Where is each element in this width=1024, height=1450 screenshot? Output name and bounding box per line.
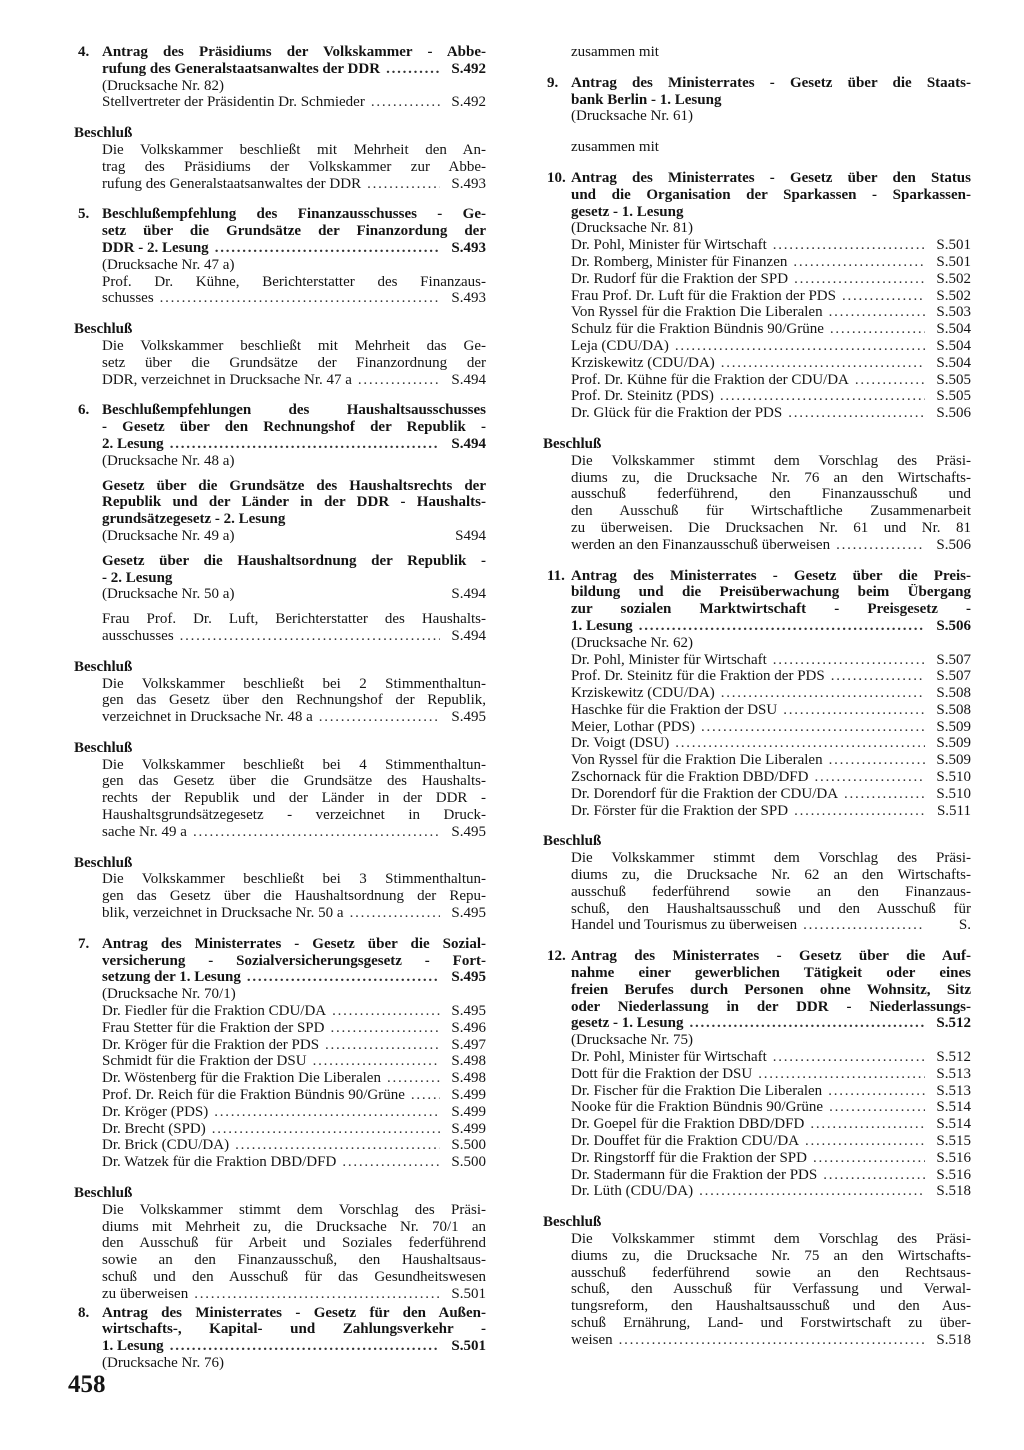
resolution: Beschluß Die Volkskammer stimmt dem Vorschlag des Präsi- diums zu, die Drucksache Nr. 75 an den Wirtschafts- ausschuß federführend sowie an den Rechtsaus- schuß, den Ausschuß für Verfassung und Verwal- tungsreform, den Haushaltsausschuß und den Aus- schuß Ernährung, Land- und Forstwirtschaft zu über- weisen . . . S.518 bbox=[543, 1214, 971, 1348]
speaker-name: Nooke für die Fraktion Bündnis 90/Grüne bbox=[571, 1099, 824, 1116]
item-number: 8. bbox=[78, 1304, 90, 1321]
resolution-heading: Beschluß bbox=[543, 833, 602, 850]
agenda-item-6: 6. Beschlußempfehlungen des Haushaltsausschusses - Gesetz über den Rechnungshof der Republik - 2. Lesung . . . S.494 (Drucksache Nr. 48 a) Gesetz über die Grundsätze des Haushaltsrechts der Republik und der Länder in der DDR - Haushalts- grundsätzegesetz - 2. Lesung (Drucksache Nr. 49 a) S494 Gesetz über die Haushaltsordnung der Republik - - 2. Lesung (Drucksache Nr. 50 a) S.494 Frau Prof. Dr. Luft, Berichterstatter des Haushalts- ausschusses . . . S.494 bbox=[74, 402, 486, 644]
speaker-line bbox=[571, 1066, 971, 1083]
resolution: Beschluß Die Volkskammer beschließt bei 2 Stimmenthaltun- gen das Gesetz über den Rechnungshof der Republik, verzeichnet in Drucksache Nr. 48 a . . . S.495 bbox=[74, 659, 486, 726]
speaker-line bbox=[571, 288, 971, 305]
page-ref: S.510 bbox=[936, 785, 971, 802]
page-ref: S.500 bbox=[451, 1154, 486, 1171]
page-ref: S.498 bbox=[451, 1070, 486, 1087]
page-ref: S.504 bbox=[936, 337, 971, 354]
page-number: 458 bbox=[68, 1371, 106, 1398]
resolution: Beschluß Die Volkskammer stimmt dem Vorschlag des Präsi- diums mit Mehrheit zu, die Drucksache Nr. 70/1 an den Ausschuß für Arbeit und Soziales federführend sowie an den Finanzausschuß, den Haushaltsaus- schuß und den Ausschuß für das Gesundheitswesen zu überweisen . . . S.501 bbox=[74, 1185, 486, 1303]
speaker-line bbox=[571, 388, 971, 405]
speaker-line: Frau Prof. Dr. Luft, Berichterstatter des Haushalts- bbox=[102, 611, 486, 628]
page-ref: S.502 bbox=[936, 287, 971, 304]
drucksache-ref: (Drucksache Nr. 48 a) bbox=[102, 452, 235, 469]
speaker-name: Von Ryssel für die Fraktion Die Liberalen bbox=[571, 304, 823, 321]
speaker-name: Dott für die Fraktion der DSU bbox=[571, 1065, 753, 1082]
page-ref: S.492 bbox=[451, 94, 486, 111]
left-column bbox=[74, 44, 486, 1372]
speaker-name: Dr. Fiedler für die Fraktion CDU/DA bbox=[102, 1003, 327, 1020]
speaker-list bbox=[571, 1049, 971, 1200]
resolution-heading: Beschluß bbox=[74, 854, 133, 871]
page-ref: S.510 bbox=[936, 769, 971, 786]
resolution: Beschluß Die Volkskammer stimmt dem Vorschlag des Präsi- diums zu, die Drucksache Nr. 76 an den Wirtschafts- ausschuß federführend, den Finanzausschuß und den Ausschuß für Wirtschaftliche Zusammenarbeit zu überweisen. Die Drucksachen Nr. 61 und Nr. 81 werden an den Finanzausschuß überweisen . . . S.506 bbox=[543, 436, 971, 554]
resolution: Beschluß Die Volkskammer beschließt bei 4 Stimmenthaltun- gen das Gesetz über die Grundsätze des Haushalts- rechts der Republik und der Länder in der DDR - Haushaltsgrundsätzegesetz - verzeichnet in Druck- sache Nr. 49 a . . . S.495 bbox=[74, 740, 486, 841]
speaker-line bbox=[102, 1121, 486, 1138]
speaker-name: Dr. Dorendorf für die Fraktion der CDU/DA bbox=[571, 785, 839, 802]
speaker-name: Dr. Wöstenberg für die Fraktion Die Liberalen bbox=[102, 1070, 381, 1087]
page-ref: S.499 bbox=[451, 1087, 486, 1104]
page-ref: S.513 bbox=[936, 1065, 971, 1082]
page-ref: S.500 bbox=[451, 1137, 486, 1154]
page-ref: S.516 bbox=[936, 1149, 971, 1166]
resolution-heading: Beschluß bbox=[74, 658, 133, 675]
agenda-item-10: 10. Antrag des Ministerrates - Gesetz über den Status und die Organisation der Sparkassen - Sparkassen- gesetz - 1. Lesung (Drucksache Nr. 81) Dr. Pohl, Minister für Wirtschaft . . . S.501 Dr. Romberg, Minister für Finanzen . . . S.501 Dr. Rudorf für die Fraktion der SPD . . . S.502 Frau Prof. Dr. Luft für die Fraktion der PDS . . . S.502 Von Ryssel für die Fraktion Die Liberalen . . . S.503 Schulz für die Fraktion Bündnis 90/Grüne . . . S.504 Leja (CDU/DA) . . . S.504 Krziskewitz (CDU/DA) . . . S.504 Prof. Dr. Kühne für die Fraktion der CDU/DA . . . S.505 Prof. Dr. Steinitz (PDS) . . . S.505 Dr. Glück für die Fraktion der PDS . . . S.506 bbox=[543, 170, 971, 422]
speaker-line bbox=[571, 1099, 971, 1116]
speaker-name: Dr. Watzek für die Fraktion DBD/DFD bbox=[102, 1154, 337, 1171]
page-ref: S.501 bbox=[451, 1338, 486, 1355]
speaker-line bbox=[571, 405, 971, 422]
page-ref: S.506 bbox=[936, 405, 971, 422]
speaker-line bbox=[571, 1167, 971, 1184]
speaker-line bbox=[571, 735, 971, 752]
speaker-name: Dr. Fischer für die Fraktion Die Liberalen bbox=[571, 1082, 823, 1099]
speaker-name: Dr. Stadermann für die Fraktion der PDS bbox=[571, 1166, 818, 1183]
speaker-list bbox=[102, 1003, 486, 1171]
speaker-name: Dr. Brecht (SPD) bbox=[102, 1120, 206, 1137]
drucksache-ref: (Drucksache Nr. 49 a) bbox=[102, 527, 235, 544]
page-ref: S.508 bbox=[936, 685, 971, 702]
page-ref: S.498 bbox=[451, 1053, 486, 1070]
drucksache-ref: (Drucksache Nr. 81) bbox=[571, 220, 694, 237]
speaker-name: Dr. Förster für die Fraktion der SPD bbox=[571, 802, 789, 819]
speaker-line bbox=[571, 786, 971, 803]
page-ref: S.495 bbox=[451, 709, 486, 726]
page-ref: S.514 bbox=[936, 1099, 971, 1116]
resolution-heading: Beschluß bbox=[74, 739, 133, 756]
speaker-line bbox=[102, 1070, 486, 1087]
page-ref: S.514 bbox=[936, 1116, 971, 1133]
resolution-heading: Beschluß bbox=[543, 1214, 602, 1231]
speaker-line bbox=[571, 338, 971, 355]
page-ref: S.493 bbox=[451, 290, 486, 307]
speaker-line bbox=[571, 685, 971, 702]
page-ref: S.494 bbox=[451, 371, 486, 388]
agenda-item-8: 8. Antrag des Ministerrates - Gesetz für den Außen- wirtschafts-, Kapital- und Zahlungsverkehr - 1. Lesung . . . S.501 (Drucksache Nr. 76) bbox=[74, 1305, 486, 1372]
page-ref: S.503 bbox=[936, 304, 971, 321]
drucksache-ref: (Drucksache Nr. 61) bbox=[571, 108, 694, 125]
speaker-line bbox=[571, 1049, 971, 1066]
page-ref: S.499 bbox=[451, 1103, 486, 1120]
speaker-line bbox=[102, 1137, 486, 1154]
speaker-name: Schmidt für die Fraktion der DSU bbox=[102, 1053, 307, 1070]
item-number: 6. bbox=[78, 402, 90, 419]
speaker-line bbox=[571, 254, 971, 271]
speaker-line bbox=[571, 321, 971, 338]
item-number: 9. bbox=[547, 74, 559, 91]
page-ref: S.502 bbox=[936, 270, 971, 287]
speaker-name: Dr. Voigt (DSU) bbox=[571, 735, 670, 752]
speaker-name: Dr. Pohl, Minister für Wirtschaft bbox=[571, 237, 767, 254]
speaker-line bbox=[571, 702, 971, 719]
speaker-line bbox=[102, 1053, 486, 1070]
speaker-name: Dr. Douffet für die Fraktion CDU/DA bbox=[571, 1133, 800, 1150]
speaker-name: Dr. Lüth (CDU/DA) bbox=[571, 1183, 694, 1200]
page-ref: S.507 bbox=[936, 651, 971, 668]
speaker-line: Prof. Dr. Kühne, Berichterstatter des Finanzaus- bbox=[102, 273, 486, 290]
speaker-name: Frau Stetter für die Fraktion der SPD bbox=[102, 1019, 325, 1036]
resolution: Beschluß Die Volkskammer stimmt dem Vorschlag des Präsi- diums zu, die Drucksache Nr. 62 an den Wirtschafts- ausschuß federführend sowie an den Finanzaus- schuß, den Haushaltsausschuß und den Ausschuß für Handel und Tourismus zu überweisen . . . S. bbox=[543, 833, 971, 934]
page-ref: S.504 bbox=[936, 354, 971, 371]
speaker-name: Prof. Dr. Steinitz (PDS) bbox=[571, 388, 714, 405]
page-ref: S.506 bbox=[936, 617, 971, 634]
resolution: Beschluß Die Volkskammer beschließt mit Mehrheit das Ge- setz über die Grundsätze der Finanzordnung der DDR, verzeichnet in Drucksache Nr. 47 a . . . S.494 bbox=[74, 321, 486, 388]
drucksache-ref: (Drucksache Nr. 70/1) bbox=[102, 986, 236, 1003]
page-ref: S. bbox=[958, 917, 971, 934]
speaker-name: Zschornack für die Fraktion DBD/DFD bbox=[571, 769, 809, 786]
page-ref: S.506 bbox=[936, 536, 971, 553]
page-ref: S.509 bbox=[936, 752, 971, 769]
item-title-line: rufung des Generalstaatsanwaltes der DDR . . . S.492 bbox=[102, 61, 486, 78]
speaker-name: Prof. Dr. Steinitz für die Fraktion der PDS bbox=[571, 668, 825, 685]
speaker-name: Krziskewitz (CDU/DA) bbox=[571, 354, 715, 371]
page-ref: S.505 bbox=[936, 371, 971, 388]
speaker-name: Dr. Glück für die Fraktion der PDS bbox=[571, 405, 783, 422]
speaker-name: Krziskewitz (CDU/DA) bbox=[571, 685, 715, 702]
speaker-line bbox=[571, 271, 971, 288]
page-ref: S.494 bbox=[451, 627, 486, 644]
page-ref: S.504 bbox=[936, 321, 971, 338]
page-ref: S.508 bbox=[936, 701, 971, 718]
right-column bbox=[543, 44, 971, 1349]
item-number: 10. bbox=[547, 169, 566, 186]
resolution: Beschluß Die Volkskammer beschließt mit Mehrheit den An- trag des Präsidiums der Volkskammer zur Abbe- rufung des Generalstaatsanwaltes der DDR . . . S.493 bbox=[74, 125, 486, 192]
speaker-line bbox=[571, 355, 971, 372]
page-ref: S.509 bbox=[936, 735, 971, 752]
page-ref: S.501 bbox=[451, 1285, 486, 1302]
page-ref: S.495 bbox=[451, 905, 486, 922]
drucksache-ref: (Drucksache Nr. 62) bbox=[571, 634, 694, 651]
item-number: 4. bbox=[78, 44, 90, 60]
page-ref: S.493 bbox=[451, 175, 486, 192]
item-number: 11. bbox=[547, 567, 565, 584]
item-title-line: Antrag des Präsidiums der Volkskammer - Abbe- bbox=[102, 44, 486, 60]
resolution-heading: Beschluß bbox=[74, 125, 133, 142]
connector-text: zusammen mit bbox=[571, 139, 659, 156]
speaker-name: Dr. Pohl, Minister für Wirtschaft bbox=[571, 651, 767, 668]
speaker-name: Dr. Kröger für die Fraktion der PDS bbox=[102, 1036, 320, 1053]
page-ref: S.516 bbox=[936, 1166, 971, 1183]
speaker-line bbox=[102, 1003, 486, 1020]
connector-text: zusammen mit bbox=[571, 44, 659, 60]
page-ref: S.493 bbox=[451, 239, 486, 256]
resolution-heading: Beschluß bbox=[74, 321, 133, 338]
speaker-line bbox=[571, 1150, 971, 1167]
speaker-line bbox=[102, 1154, 486, 1171]
speaker-name: Leja (CDU/DA) bbox=[571, 337, 669, 354]
page-ref: S.511 bbox=[936, 802, 971, 819]
speaker-list bbox=[571, 652, 971, 820]
speaker-name: Frau Prof. Dr. Luft für die Fraktion der PDS bbox=[571, 287, 836, 304]
speaker-name: Schulz für die Fraktion Bündnis 90/Grüne bbox=[571, 321, 824, 338]
drucksache-ref: (Drucksache Nr. 82) bbox=[102, 77, 225, 94]
speaker-line bbox=[571, 1133, 971, 1150]
page-ref: S.513 bbox=[936, 1082, 971, 1099]
speaker-line bbox=[571, 668, 971, 685]
page-ref: S.496 bbox=[451, 1019, 486, 1036]
speaker-line bbox=[571, 719, 971, 736]
speaker-line bbox=[102, 1104, 486, 1121]
page-ref: S.495 bbox=[451, 1003, 486, 1020]
page-ref: S.501 bbox=[936, 253, 971, 270]
page-ref: S.495 bbox=[451, 969, 486, 986]
agenda-item-4 bbox=[74, 44, 486, 111]
drucksache-ref: (Drucksache Nr. 47 a) bbox=[102, 256, 235, 273]
item-number: 12. bbox=[547, 948, 566, 965]
speaker-line bbox=[571, 237, 971, 254]
agenda-item-7: 7. Antrag des Ministerrates - Gesetz über die Sozial- versicherung - Sozialversicherungsgesetz - Fort- setzung der 1. Lesung . . . S.495 (Drucksache Nr. 70/1) Dr. Fiedler für die Fraktion CDU/DA . . . S.495 Frau Stetter für die Fraktion der SPD . . . S.496 Dr. Kröger für die Fraktion der PDS . . . S.497 Schmidt für die Fraktion der DSU . . . S.498 Dr. Wöstenberg für die Fraktion Die Liberalen . . . S.498 Prof. Dr. Reich für die Fraktion Bündnis 90/Grüne . . . S.499 Dr. Kröger (PDS) . . . S.499 Dr. Brecht (SPD) . . . S.499 Dr. Brick (CDU/DA) . . . S.500 Dr. Watzek für die Fraktion DBD/DFD . . . S.500 bbox=[74, 936, 486, 1171]
resolution-heading: Beschluß bbox=[543, 435, 602, 452]
drucksache-ref: (Drucksache Nr. 50 a) bbox=[102, 586, 235, 603]
item-number: 5. bbox=[78, 206, 90, 223]
agenda-item-9: 9. Antrag des Ministerrates - Gesetz über die Staats- bank Berlin - 1. Lesung (Drucksache Nr. 61) bbox=[547, 74, 971, 125]
page-ref: S.512 bbox=[936, 1015, 971, 1032]
speaker-name: Dr. Kröger (PDS) bbox=[102, 1103, 209, 1120]
speaker-line: Stellvertreter der Präsidentin Dr. Schmieder . . . S.492 bbox=[102, 94, 486, 111]
speaker-line bbox=[571, 752, 971, 769]
agenda-item-12: 12. Antrag des Ministerrates - Gesetz über die Auf- nahme einer gewerblichen Tätigkeit oder eines freien Berufes durch Personen ohne Wohnsitz, Sitz oder Niederlassung in der DDR - Niederlassungs- gesetz - 1. Lesung . . . S.512 (Drucksache Nr. 75) Dr. Pohl, Minister für Wirtschaft . . . S.512 Dott für die Fraktion der DSU . . . S.513 Dr. Fischer für die Fraktion Die Liberalen . . . S.513 Nooke für die Fraktion Bündnis 90/Grüne . . . S.514 Dr. Goepel für die Fraktion DBD/DFD . . . S.514 Dr. Douffet für die Fraktion CDU/DA . . . S.515 Dr. Ringstorff für die Fraktion der SPD . . . S.516 Dr. Stadermann für die Fraktion der PDS . . . S.516 Dr. Lüth (CDU/DA) . . . S.518 bbox=[543, 948, 971, 1200]
speaker-name: Dr. Ringstorff für die Fraktion der SPD bbox=[571, 1149, 807, 1166]
page-ref: S.492 bbox=[451, 60, 486, 77]
agenda-item-5: 5. Beschlußempfehlung des Finanzausschusses - Ge- setz über die Grundsätze der Finanzordung der DDR - 2. Lesung . . . S.493 (Drucksache Nr. 47 a) Prof. Dr. Kühne, Berichterstatter des Finanzaus- schusses . . . S.493 bbox=[74, 206, 486, 307]
page-ref: S.512 bbox=[936, 1049, 971, 1066]
speaker-name: Von Ryssel für die Fraktion Die Liberalen bbox=[571, 752, 823, 769]
speaker-line bbox=[571, 304, 971, 321]
page-ref: S.515 bbox=[936, 1133, 971, 1150]
page-ref: S.495 bbox=[451, 823, 486, 840]
page-ref: S.494 bbox=[451, 586, 486, 603]
drucksache-ref: (Drucksache Nr. 76) bbox=[102, 1354, 225, 1371]
resolution: Beschluß Die Volkskammer beschließt bei 3 Stimmenthaltun- gen das Gesetz über die Haushaltsordnung der Repu- blik, verzeichnet in Drucksache Nr. 50 a . . . S.495 bbox=[74, 855, 486, 922]
speaker-list bbox=[571, 237, 971, 422]
page-ref: S.497 bbox=[451, 1036, 486, 1053]
speaker-line bbox=[571, 1183, 971, 1200]
speaker-name: Dr. Rudorf für die Fraktion der SPD bbox=[571, 270, 789, 287]
speaker-name: Haschke für die Fraktion der DSU bbox=[571, 701, 778, 718]
speaker-line bbox=[102, 1020, 486, 1037]
page-ref: S.518 bbox=[936, 1331, 971, 1348]
speaker-name: Prof. Dr. Kühne für die Fraktion der CDU/DA bbox=[571, 371, 849, 388]
speaker-line bbox=[571, 769, 971, 786]
speaker-line bbox=[571, 1116, 971, 1133]
agenda-item-11: 11. Antrag des Ministerrates - Gesetz über die Preis- bildung und die Preisüberwachung beim Übergang zur sozialen Marktwirtschaft - Preisgesetz - 1. Lesung . . . S.506 (Drucksache Nr. 62) Dr. Pohl, Minister für Wirtschaft . . . S.507 Prof. Dr. Steinitz für die Fraktion der PDS . . . S.507 Krziskewitz (CDU/DA) . . . S.508 Haschke für die Fraktion der DSU . . . S.508 Meier, Lothar (PDS) . . . S.509 Dr. Voigt (DSU) . . . S.509 Von Ryssel für die Fraktion Die Liberalen . . . S.509 Zschornack für die Fraktion DBD/DFD . . . S.510 Dr. Dorendorf für die Fraktion der CDU/DA . . . S.510 Dr. Förster für die Fraktion der SPD . . . S.511 bbox=[543, 568, 971, 820]
speaker-line bbox=[102, 1087, 486, 1104]
speaker-name: Dr. Brick (CDU/DA) bbox=[102, 1137, 230, 1154]
speaker-line bbox=[571, 803, 971, 820]
speaker-name: Dr. Goepel für die Fraktion DBD/DFD bbox=[571, 1116, 805, 1133]
speaker-name: Dr. Romberg, Minister für Finanzen bbox=[571, 253, 788, 270]
page-ref: S.509 bbox=[936, 718, 971, 735]
page-ref: S494 bbox=[455, 527, 486, 544]
page-ref: S.518 bbox=[936, 1183, 971, 1200]
speaker-line bbox=[571, 372, 971, 389]
speaker-name: Dr. Pohl, Minister für Wirtschaft bbox=[571, 1049, 767, 1066]
speaker-name: Prof. Dr. Reich für die Fraktion Bündnis 90/Grüne bbox=[102, 1087, 405, 1104]
speaker-line bbox=[571, 1083, 971, 1100]
page-ref: S.505 bbox=[936, 388, 971, 405]
speaker-line bbox=[102, 1037, 486, 1054]
page-ref: S.501 bbox=[936, 237, 971, 254]
drucksache-ref: (Drucksache Nr. 75) bbox=[571, 1032, 694, 1049]
item-number: 7. bbox=[78, 935, 90, 952]
page-ref: S.494 bbox=[451, 435, 486, 452]
speaker-line bbox=[571, 652, 971, 669]
page-ref: S.507 bbox=[936, 668, 971, 685]
resolution-heading: Beschluß bbox=[74, 1185, 133, 1202]
page-ref: S.499 bbox=[451, 1120, 486, 1137]
speaker-name: Meier, Lothar (PDS) bbox=[571, 718, 695, 735]
